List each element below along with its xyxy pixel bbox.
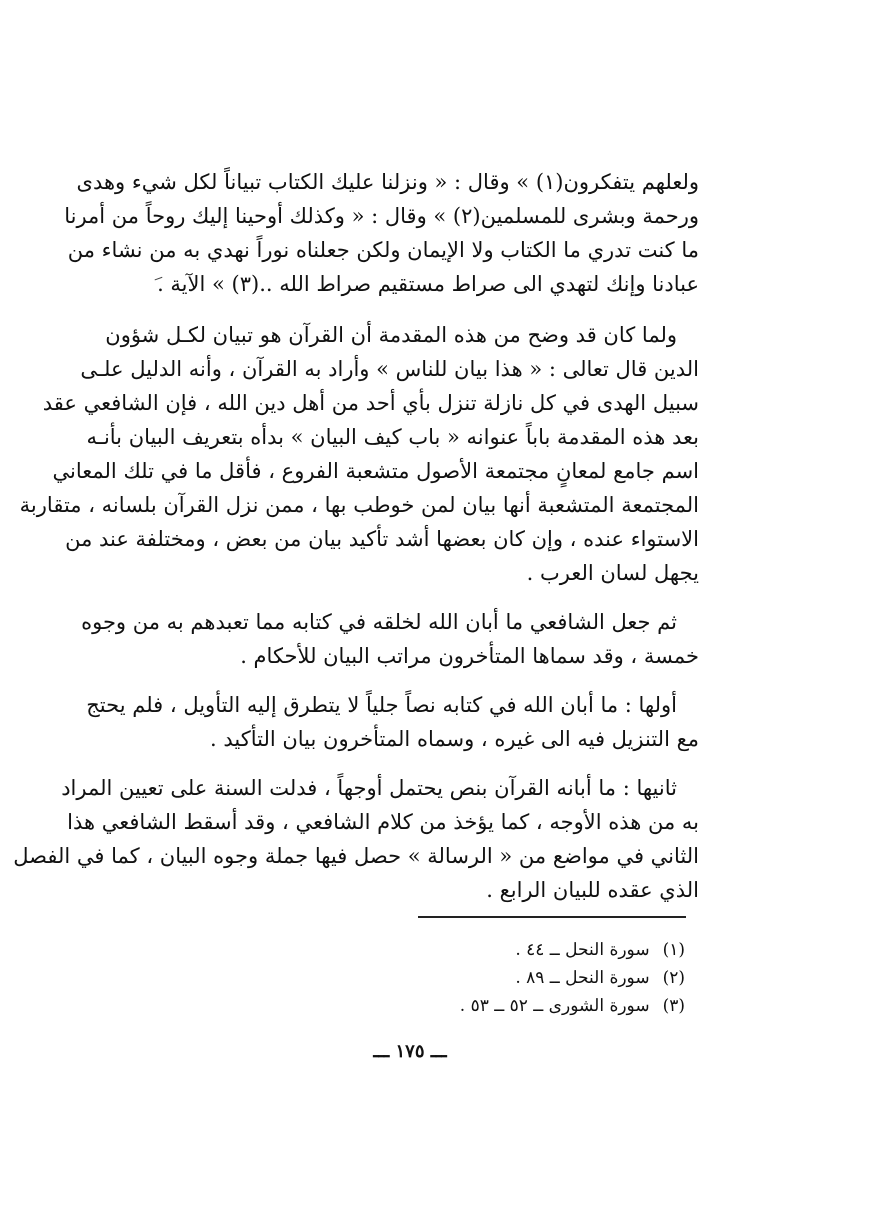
text-line: الدين قال تعالى : « هذا بيان للناس » وأراد به القرآن ، وأنه الدليل علـى bbox=[80, 357, 699, 381]
text-line: ولعلهم يتفكرون(١) » وقال : « ونزلنا عليك الكتاب تبياناً لكل شيء وهدى bbox=[76, 170, 699, 194]
text-line: بعد هذه المقدمة باباً عنوانه « باب كيف البيان » بدأه بتعريف البيان بأنـه bbox=[86, 425, 699, 449]
footnote-text: سورة النحل ــ ٤٤ . bbox=[515, 940, 650, 960]
text-line: الاستواء عنده ، وإن كان بعضها أشد تأكيد بيان من بعض ، ومختلفة عند من bbox=[65, 527, 699, 551]
text-line: مع التنزيل فيه الى غيره ، وسماه المتأخرون بيان التأكيد . bbox=[210, 727, 699, 751]
footnote-number: (٣) bbox=[662, 996, 685, 1016]
text-line: سبيل الهدى في كل نازلة تنزل بأي أحد من أهل دين الله ، فإن الشافعي عقد bbox=[42, 391, 699, 415]
page-number: ـــ ١٧٥ ـــ bbox=[373, 1041, 447, 1062]
text-line: المجتمعة المتشعبة أنها بيان لمن خوطب بها ، ممن نزل القرآن بلسانه ، متقاربة bbox=[19, 493, 699, 517]
text-line: ثم جعل الشافعي ما أبان الله لخلقه في كتابه مما تعبدهم به من وجوه bbox=[81, 610, 677, 634]
text-line: أولها : ما أبان الله في كتابه نصاً جلياً لا يتطرق إليه التأويل ، فلم يحتج bbox=[86, 693, 677, 717]
text-line: اسم جامع لمعانٍ مجتمعة الأصول متشعبة الفروع ، فأقل ما في تلك المعاني bbox=[52, 459, 699, 483]
footnote-number: (٢) bbox=[662, 968, 685, 988]
text-line: خمسة ، وقد سماها المتأخرون مراتب البيان للأحكام . bbox=[240, 644, 699, 668]
footnote-text: سورة النحل ــ ٨٩ . bbox=[515, 968, 650, 988]
footnote bbox=[515, 966, 685, 990]
text-line: ولما كان قد وضح من هذه المقدمة أن القرآن هو تبيان لكـل شؤون bbox=[105, 323, 677, 347]
text-line: ثانيها : ما أبانه القرآن بنص يحتمل أوجهاً ، فدلت السنة على تعيين المراد bbox=[61, 776, 677, 800]
footnote-number: (١) bbox=[662, 940, 685, 960]
text-line: ورحمة وبشرى للمسلمين(٢) » وقال : « وكذلك أوحينا إليك روحاً من أمرنا bbox=[64, 204, 699, 228]
text-line: يجهل لسان العرب . bbox=[526, 561, 699, 585]
text-line: ما كنت تدري ما الكتاب ولا الإيمان ولكن جعلناه نوراً نهدي به من نشاء من bbox=[67, 238, 699, 262]
text-line: عبادنا وإنك لتهدي الى صراط مستقيم صراط الله ..(٣) » الآية . bbox=[157, 272, 699, 296]
text-line: الثاني في مواضع من « الرسالة » حصل فيها جملة وجوه البيان ، كما في الفصل bbox=[13, 844, 699, 868]
text-line: الذي عقده للبيان الرابع . bbox=[486, 878, 699, 902]
footnote-separator bbox=[418, 916, 686, 918]
footnote bbox=[515, 938, 685, 962]
text-line: به من هذه الأوجه ، كما يؤخذ من كلام الشافعي ، وقد أسقط الشافعي هذا bbox=[67, 810, 699, 834]
footnote bbox=[460, 994, 685, 1018]
footnote-text: سورة الشورى ــ ٥٢ ــ ٥٣ . bbox=[459, 996, 650, 1016]
